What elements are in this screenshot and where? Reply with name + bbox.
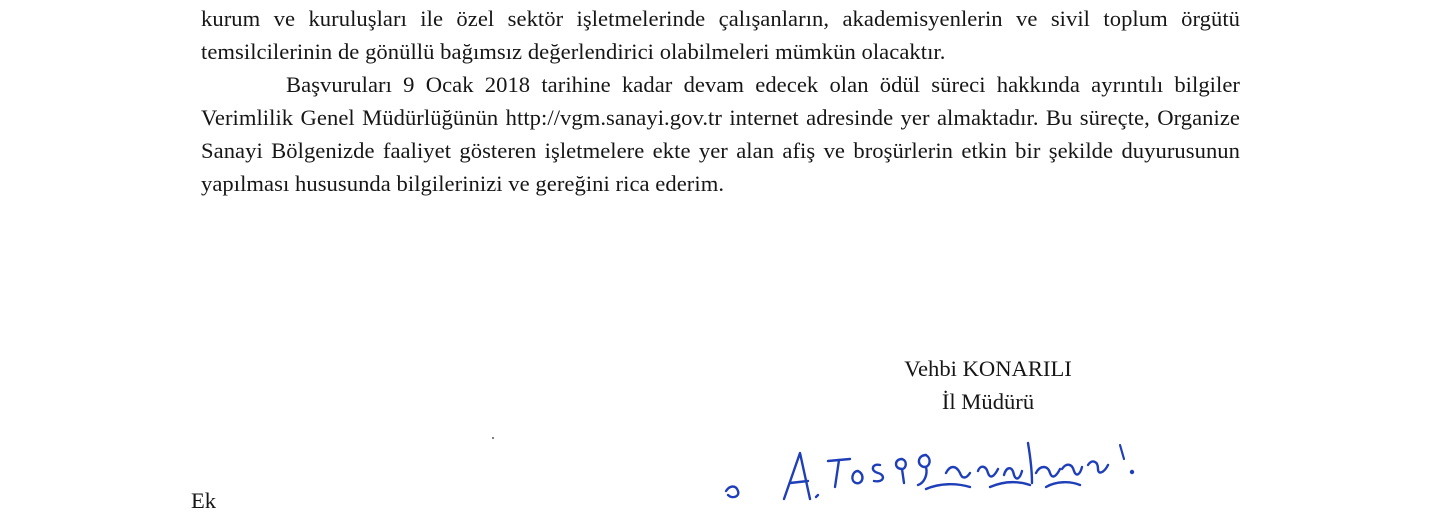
scan-speck (492, 437, 494, 439)
signatory-title: İl Müdürü (941, 389, 1035, 414)
paragraph-1: kurum ve kuruluşları ile özel sektör işletmelerinde çalışanların, akademisyenlerin ve sivil toplum örgütü temsilcilerinin de gönüllü bağımsız değerlendirici olabilmeleri mümkün olacaktır. (201, 6, 1240, 64)
signature-block (868, 352, 1108, 418)
handwritten-annotation (700, 425, 1160, 500)
footer-label: Ek (191, 488, 217, 513)
signatory-name: Vehbi KONARILI (904, 356, 1072, 381)
paragraph-2: Başvuruları 9 Ocak 2018 tarihine kadar devam edecek olan ödül süreci hakkında ayrıntılı bilgiler Verimlilik Genel Müdürlüğünün http://vgm.sanayi.gov.tr internet adresinde yer almaktadır. Bu süreçte, Organize Sanayi Bölgenizde faaliyet gösteren işletmelere ekte yer alan afiş ve broşürlerin etkin bir şekilde duyurusunun yapılması hususunda bilgilerinizi ve gereğini rica ederim. (201, 72, 1240, 196)
letter-body (201, 0, 1240, 200)
footer-fragment (191, 484, 251, 513)
